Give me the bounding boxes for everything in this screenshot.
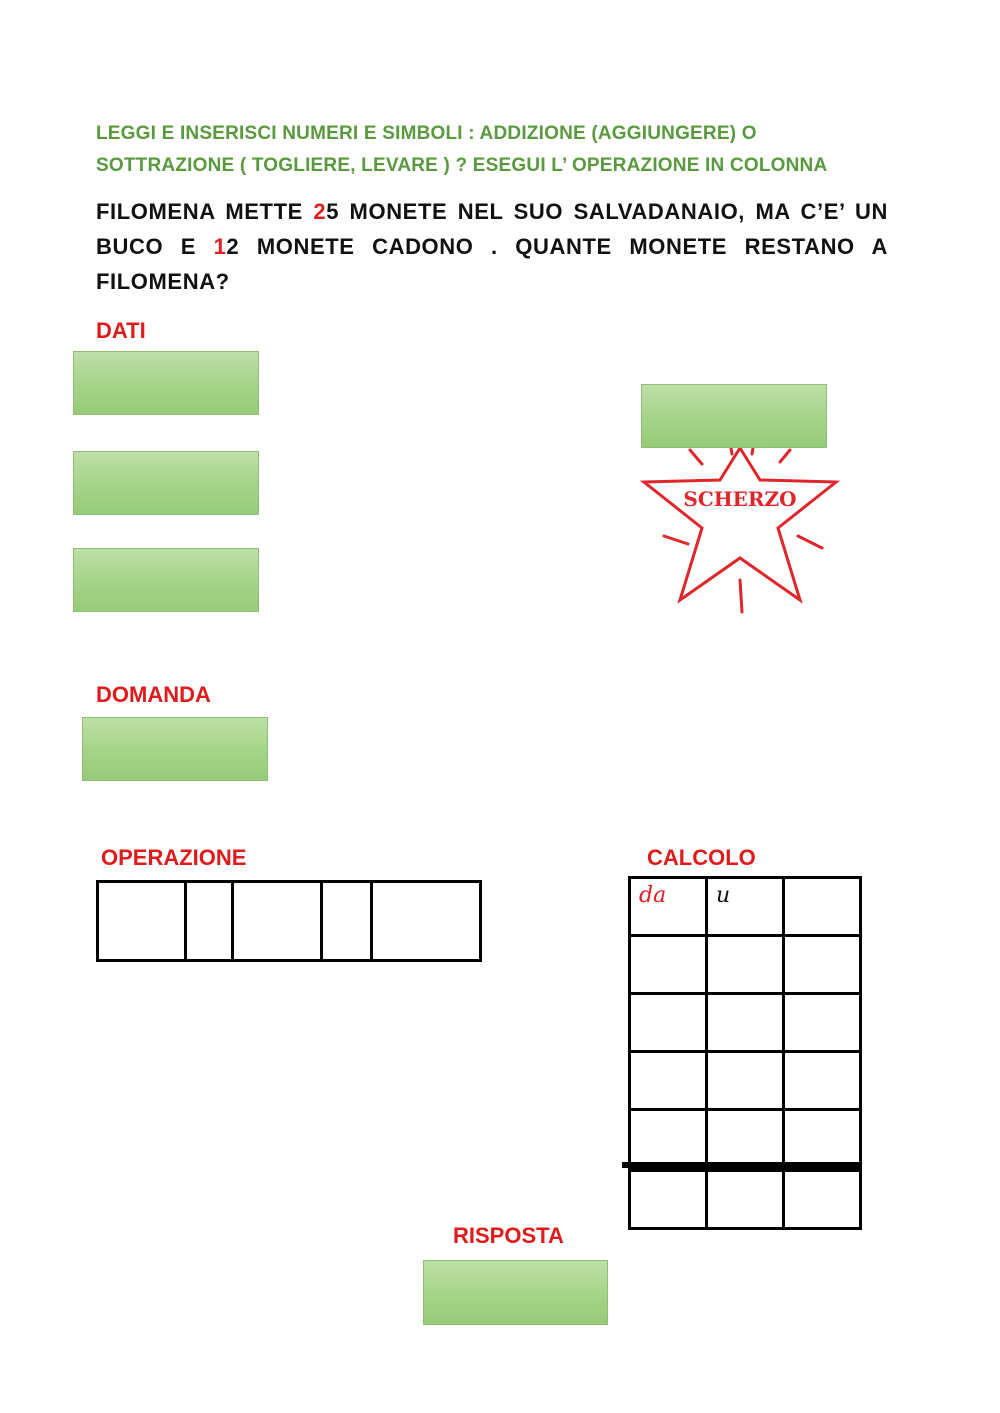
operation-row [96,880,482,962]
grid-cell[interactable] [784,1110,861,1170]
grid-result-cell[interactable] [707,1169,784,1229]
stamp-text: SCHERZO [683,487,797,511]
operazione-label: OPERAZIONE [101,845,247,870]
problem-part-1: FILOMENA METTE [96,199,314,224]
units-header: u [716,883,731,908]
operation-cell-number-2[interactable] [234,883,323,959]
problem-text [96,194,888,299]
grid-cell[interactable] [707,936,784,994]
grid-cell [784,878,861,936]
operation-cell-equals[interactable] [323,883,373,959]
risposta-label: RISPOSTA [453,1223,564,1248]
problem-tens-digit-a: 2 [313,199,327,224]
problem-tens-digit-b: 1 [213,234,227,259]
scherzo-star-stamp [630,440,850,620]
scherzo-input[interactable] [641,384,827,448]
grid-cell[interactable] [630,1052,707,1110]
grid-cell[interactable] [784,994,861,1052]
grid-cell[interactable] [707,1110,784,1170]
grid-header-da [630,878,707,936]
grid-cell[interactable] [630,936,707,994]
problem-part-2: 5 MONETE NEL SUO SALVADANAIO, MA C’E’ UN BUCO E [96,199,888,259]
grid-cell[interactable] [707,994,784,1052]
grid-result-row [630,1169,861,1229]
grid-result-cell[interactable] [630,1169,707,1229]
calcolo-label: CALCOLO [647,845,756,870]
instructions-line-1: LEGGI E INSERISCI NUMERI E SIMBOLI : ADDIZIONE (AGGIUNGERE) O [96,123,757,144]
operation-cell-result[interactable] [373,883,479,959]
dati-input-2[interactable] [73,451,259,515]
operation-cell-number-1[interactable] [99,883,187,959]
grid-row [630,1052,861,1110]
grid-cell[interactable] [784,936,861,994]
instructions [96,118,896,182]
dati-label: DATI [96,318,146,343]
risposta-input[interactable] [423,1260,608,1325]
domanda-label: DOMANDA [96,682,211,707]
operation-cell-sign[interactable] [187,883,234,959]
domanda-input[interactable] [82,717,268,781]
grid-row [630,1110,861,1170]
grid-row [630,994,861,1052]
grid-cell[interactable] [630,994,707,1052]
star-outline-icon [644,448,836,600]
grid-result-cell[interactable] [784,1169,861,1229]
result-separator-line [622,1162,860,1168]
column-calculation-grid [628,876,862,1230]
grid-cell[interactable] [630,1110,707,1170]
grid-cell[interactable] [707,1052,784,1110]
grid-cell[interactable] [784,1052,861,1110]
tens-header: da [639,883,667,908]
grid-row [630,936,861,994]
grid-header-row [630,878,861,936]
problem-part-3: 2 MONETE CADONO . QUANTE MONETE RESTANO A FILOMENA? [96,234,888,294]
dati-input-1[interactable] [73,351,259,415]
dati-input-3[interactable] [73,548,259,612]
grid-header-u [707,878,784,936]
instructions-line-2: SOTTRAZIONE ( TOGLIERE, LEVARE ) ? ESEGUI L’ OPERAZIONE IN COLONNA [96,155,828,176]
